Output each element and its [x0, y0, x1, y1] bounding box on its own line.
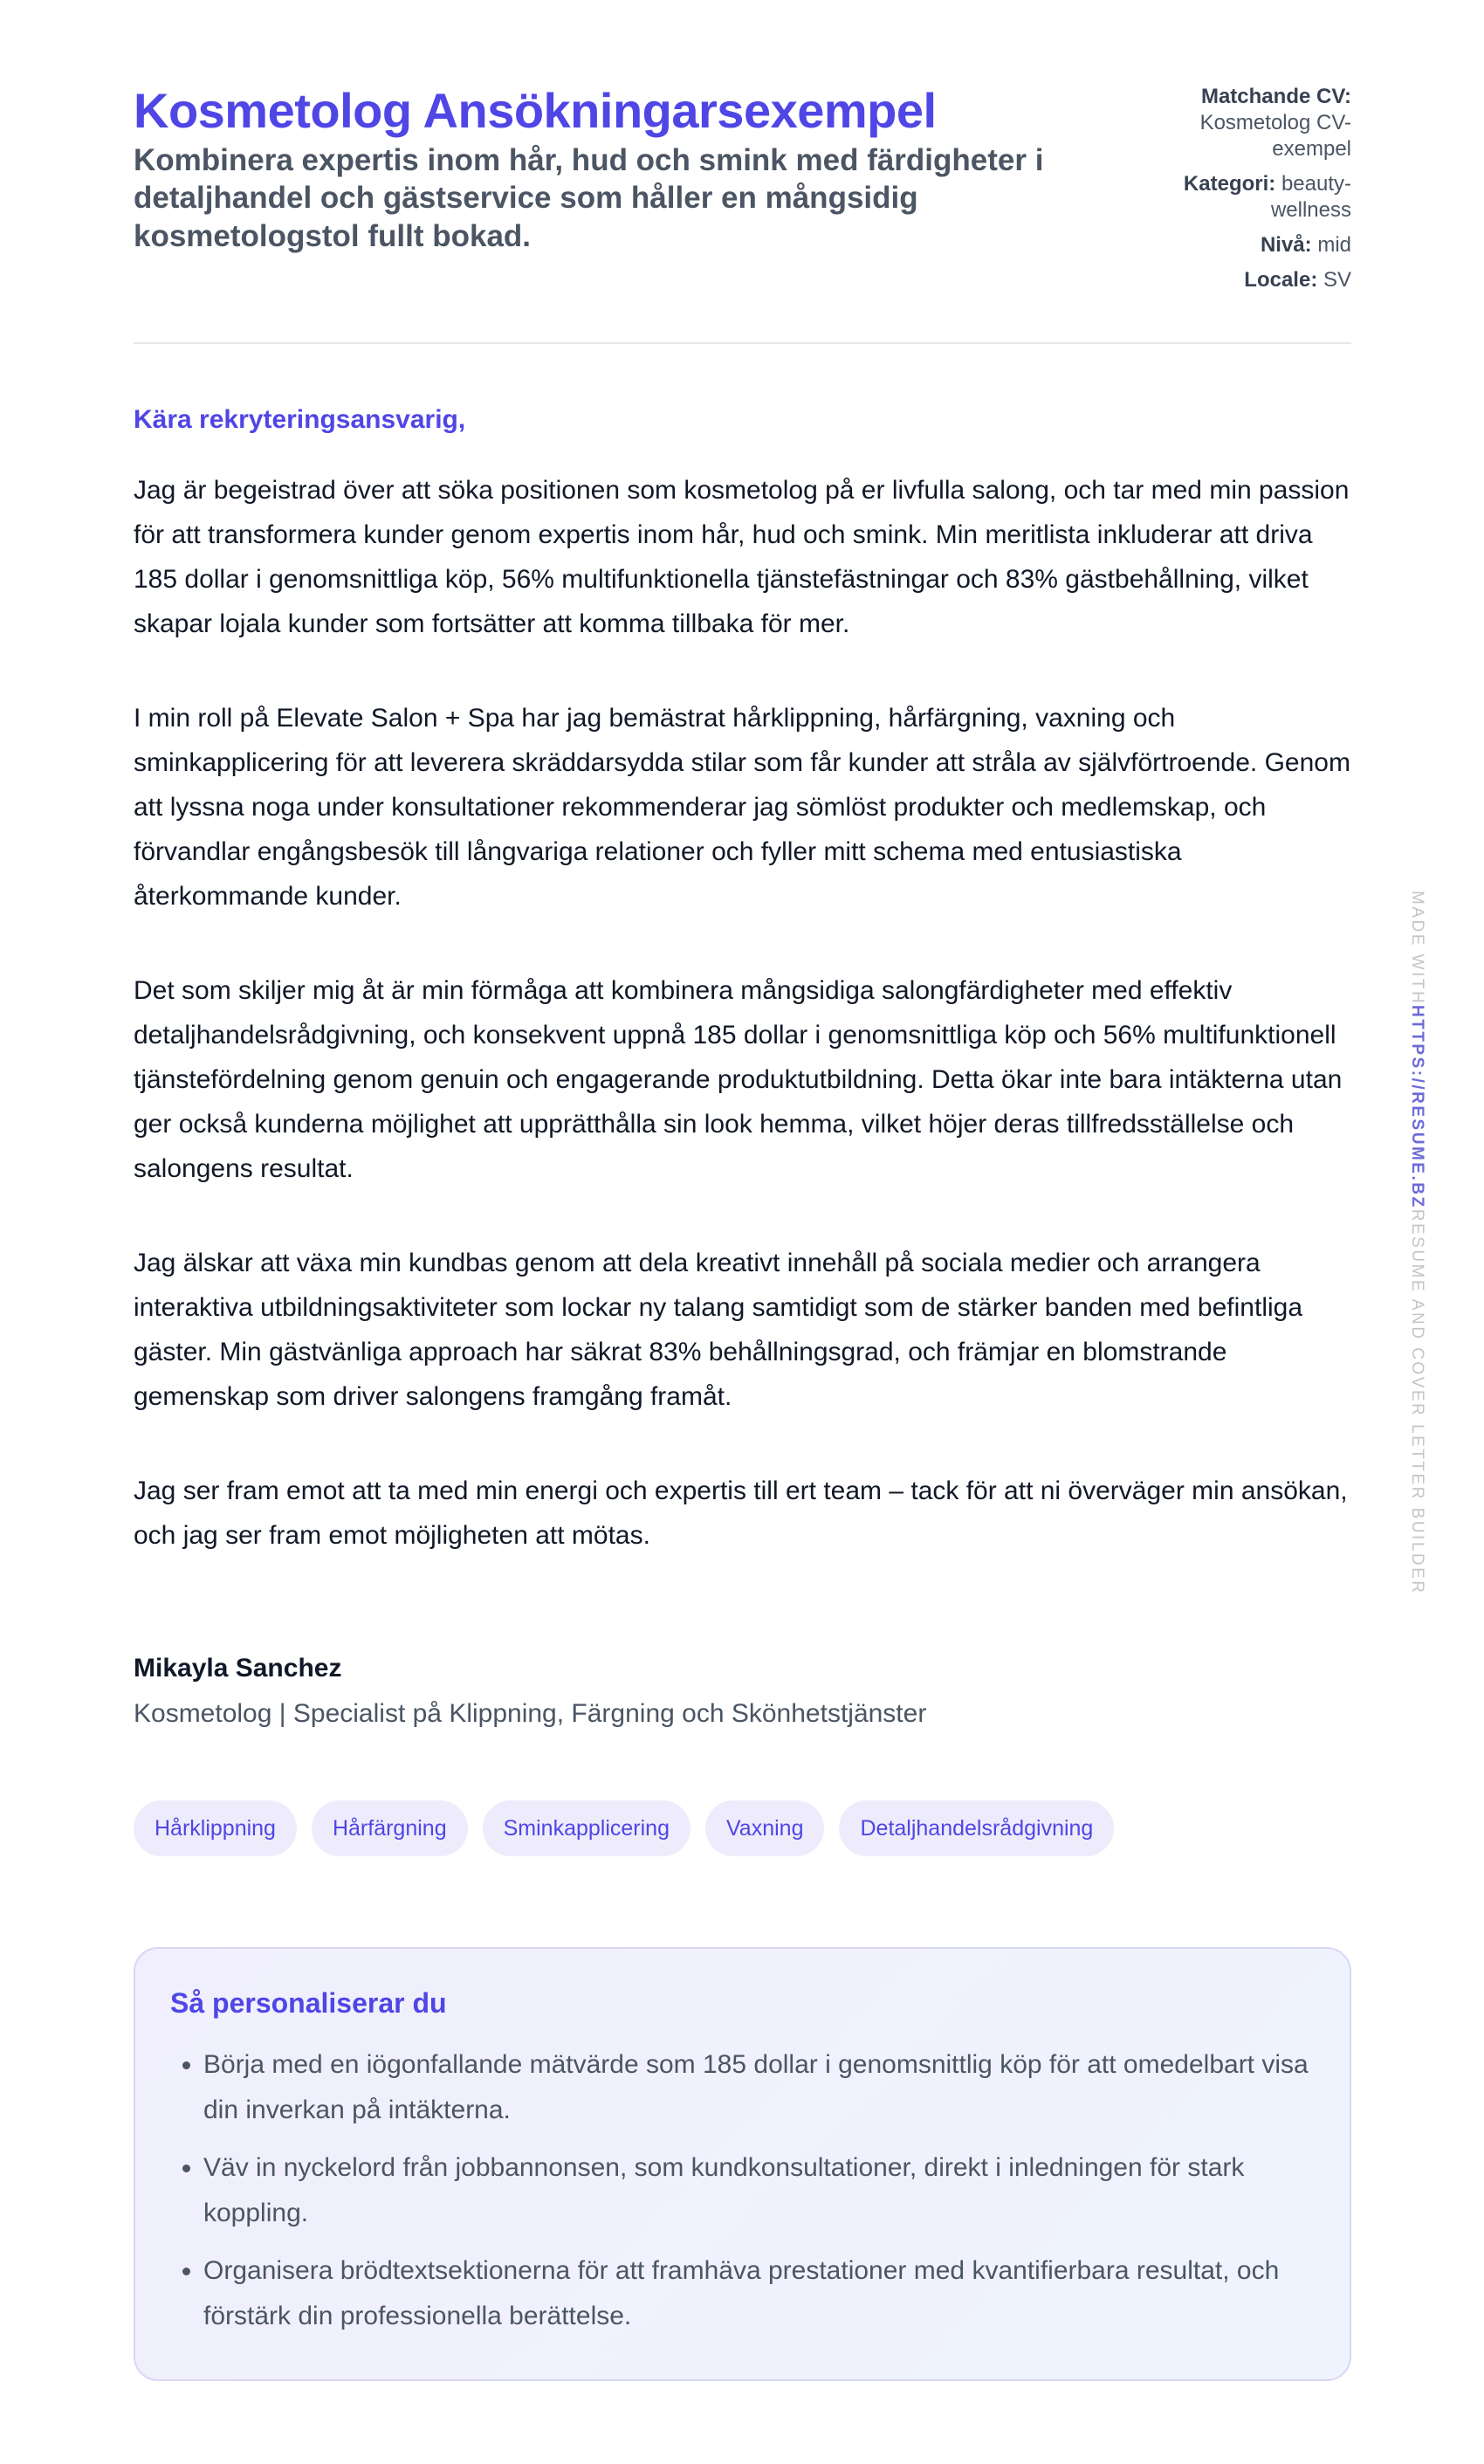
tips-list — [170, 2042, 1315, 2339]
meta-level — [1151, 232, 1351, 258]
meta-label: Nivå: — [1260, 233, 1312, 257]
personalize-tips-box — [134, 1947, 1351, 2381]
meta-value: Kosmetolog CV-exempel — [1199, 111, 1351, 161]
signature-role: Kosmetolog | Specialist på Klippning, Färgning och Skönhetstjänster — [134, 1699, 927, 1728]
meta-matching-cv — [1151, 84, 1351, 162]
meta-value: SV — [1323, 268, 1351, 292]
meta-locale — [1151, 267, 1351, 293]
resume-bz-link[interactable]: HTTPS://RESUME.BZ — [1408, 1005, 1426, 1209]
tip-item: • Börja med en iögonfallande mätvärde som 185 dollar i genomsnittlig köp för att omedelbart visa din inverkan på intäkterna. — [203, 2042, 1315, 2133]
skill-tag: Vaxning — [705, 1800, 825, 1856]
title-block — [134, 84, 1111, 256]
skill-tag: Sminkapplicering — [483, 1800, 690, 1856]
skill-tag: Hårfärgning — [312, 1800, 468, 1856]
tip-item: • Organisera brödtextsektionerna för att framhäva prestationer med kvantifierbara resultat, och förstärk din professionella berättelse. — [203, 2248, 1315, 2339]
banner-prefix: MADE WITH — [1408, 891, 1426, 1006]
meta-label: Locale: — [1244, 268, 1318, 292]
skill-tag: Hårklippning — [134, 1800, 297, 1856]
meta-info — [1151, 84, 1351, 302]
page-title: Kosmetolog Ansökningarsexempel — [134, 83, 937, 138]
meta-value: beauty-wellness — [1270, 172, 1351, 222]
letter-paragraph: I min roll på Elevate Salon + Spa har jag bemästrat hårklippning, hårfärgning, vaxning och sminkapplicering för att leverera skräddarsydda stilar som får kunder att stråla av självförtroende. Genom att lyssna noga under konsultationer rekommenderar jag sömlöst produkter och medlemskap, och förvandlar engångsbesök till långvariga relationer och fyller mitt schema med entusiastiska återkommande kunder. — [134, 704, 1350, 911]
tip-item: • Väv in nyckelord från jobbannonsen, som kundkonsultationer, direkt i inledningen för stark koppling. — [203, 2145, 1315, 2236]
meta-label: Matchande CV: — [1200, 85, 1351, 108]
greeting: Kära rekryteringsansvarig, — [134, 405, 466, 434]
page-subtitle: Kombinera expertis inom hår, hud och smink med färdigheter i detaljhandel och gästservice som håller en mångsidig kosmetologstol fullt bokad. — [134, 142, 1044, 254]
skill-tag: Detaljhandelsrådgivning — [839, 1800, 1114, 1856]
tips-title: Så personaliserar du — [170, 1987, 447, 2019]
banner-suffix: RESUME AND COVER LETTER BUILDER — [1408, 1208, 1426, 1595]
letter-paragraph: Jag ser fram emot att ta med min energi och expertis till ert team – tack för att ni överväger min ansökan, och jag ser fram emot möjligheten att mötas. — [134, 1476, 1348, 1550]
meta-value: mid — [1317, 233, 1351, 257]
signature-name: Mikayla Sanchez — [134, 1654, 342, 1683]
letter-paragraph: Jag älskar att växa min kundbas genom att dela kreativt innehåll på sociala medier och arrangera interaktiva utbildningsaktiviteter som lockar ny talang samtidigt som de stärker banden med befintliga gäster. Min gästvänliga approach har säkrat 83% behållningsgrad, och främjar en blomstrande gemenskap som driver salongens framgång framåt. — [134, 1249, 1303, 1411]
meta-label: Kategori: — [1183, 172, 1276, 196]
page — [134, 84, 1351, 2381]
letter-paragraph: Det som skiljer mig åt är min förmåga att kombinera mångsidiga salongfärdigheter med effektiv detaljhandelsrådgivning, och konsekvent uppnå 185 dollar i genomsnittliga köp och 56% multifunktionell tjänstefördelning genom genuin och engagerande produktutbildning. Detta ökar inte bara intäkterna utan ger också kunderna möjlighet att upprätthålla sin look hemma, vilket höjer deras tillfredsställelse och salongens resultat. — [134, 976, 1343, 1183]
header — [134, 84, 1351, 344]
skill-tags — [134, 1800, 1351, 1856]
meta-category — [1151, 171, 1351, 224]
made-with-banner — [1407, 891, 1426, 1595]
letter-paragraph: Jag är begeistrad över att söka positionen som kosmetolog på er livfulla salong, och tar med min passion för att transformera kunder genom expertis inom hår, hud och smink. Min meritlista inkluderar att driva 185 dollar i genomsnittliga köp, 56% multifunktionella tjänstefästningar och 83% gästbehållning, vilket skapar lojala kunder som fortsätter att komma tillbaka för mer. — [134, 476, 1350, 638]
